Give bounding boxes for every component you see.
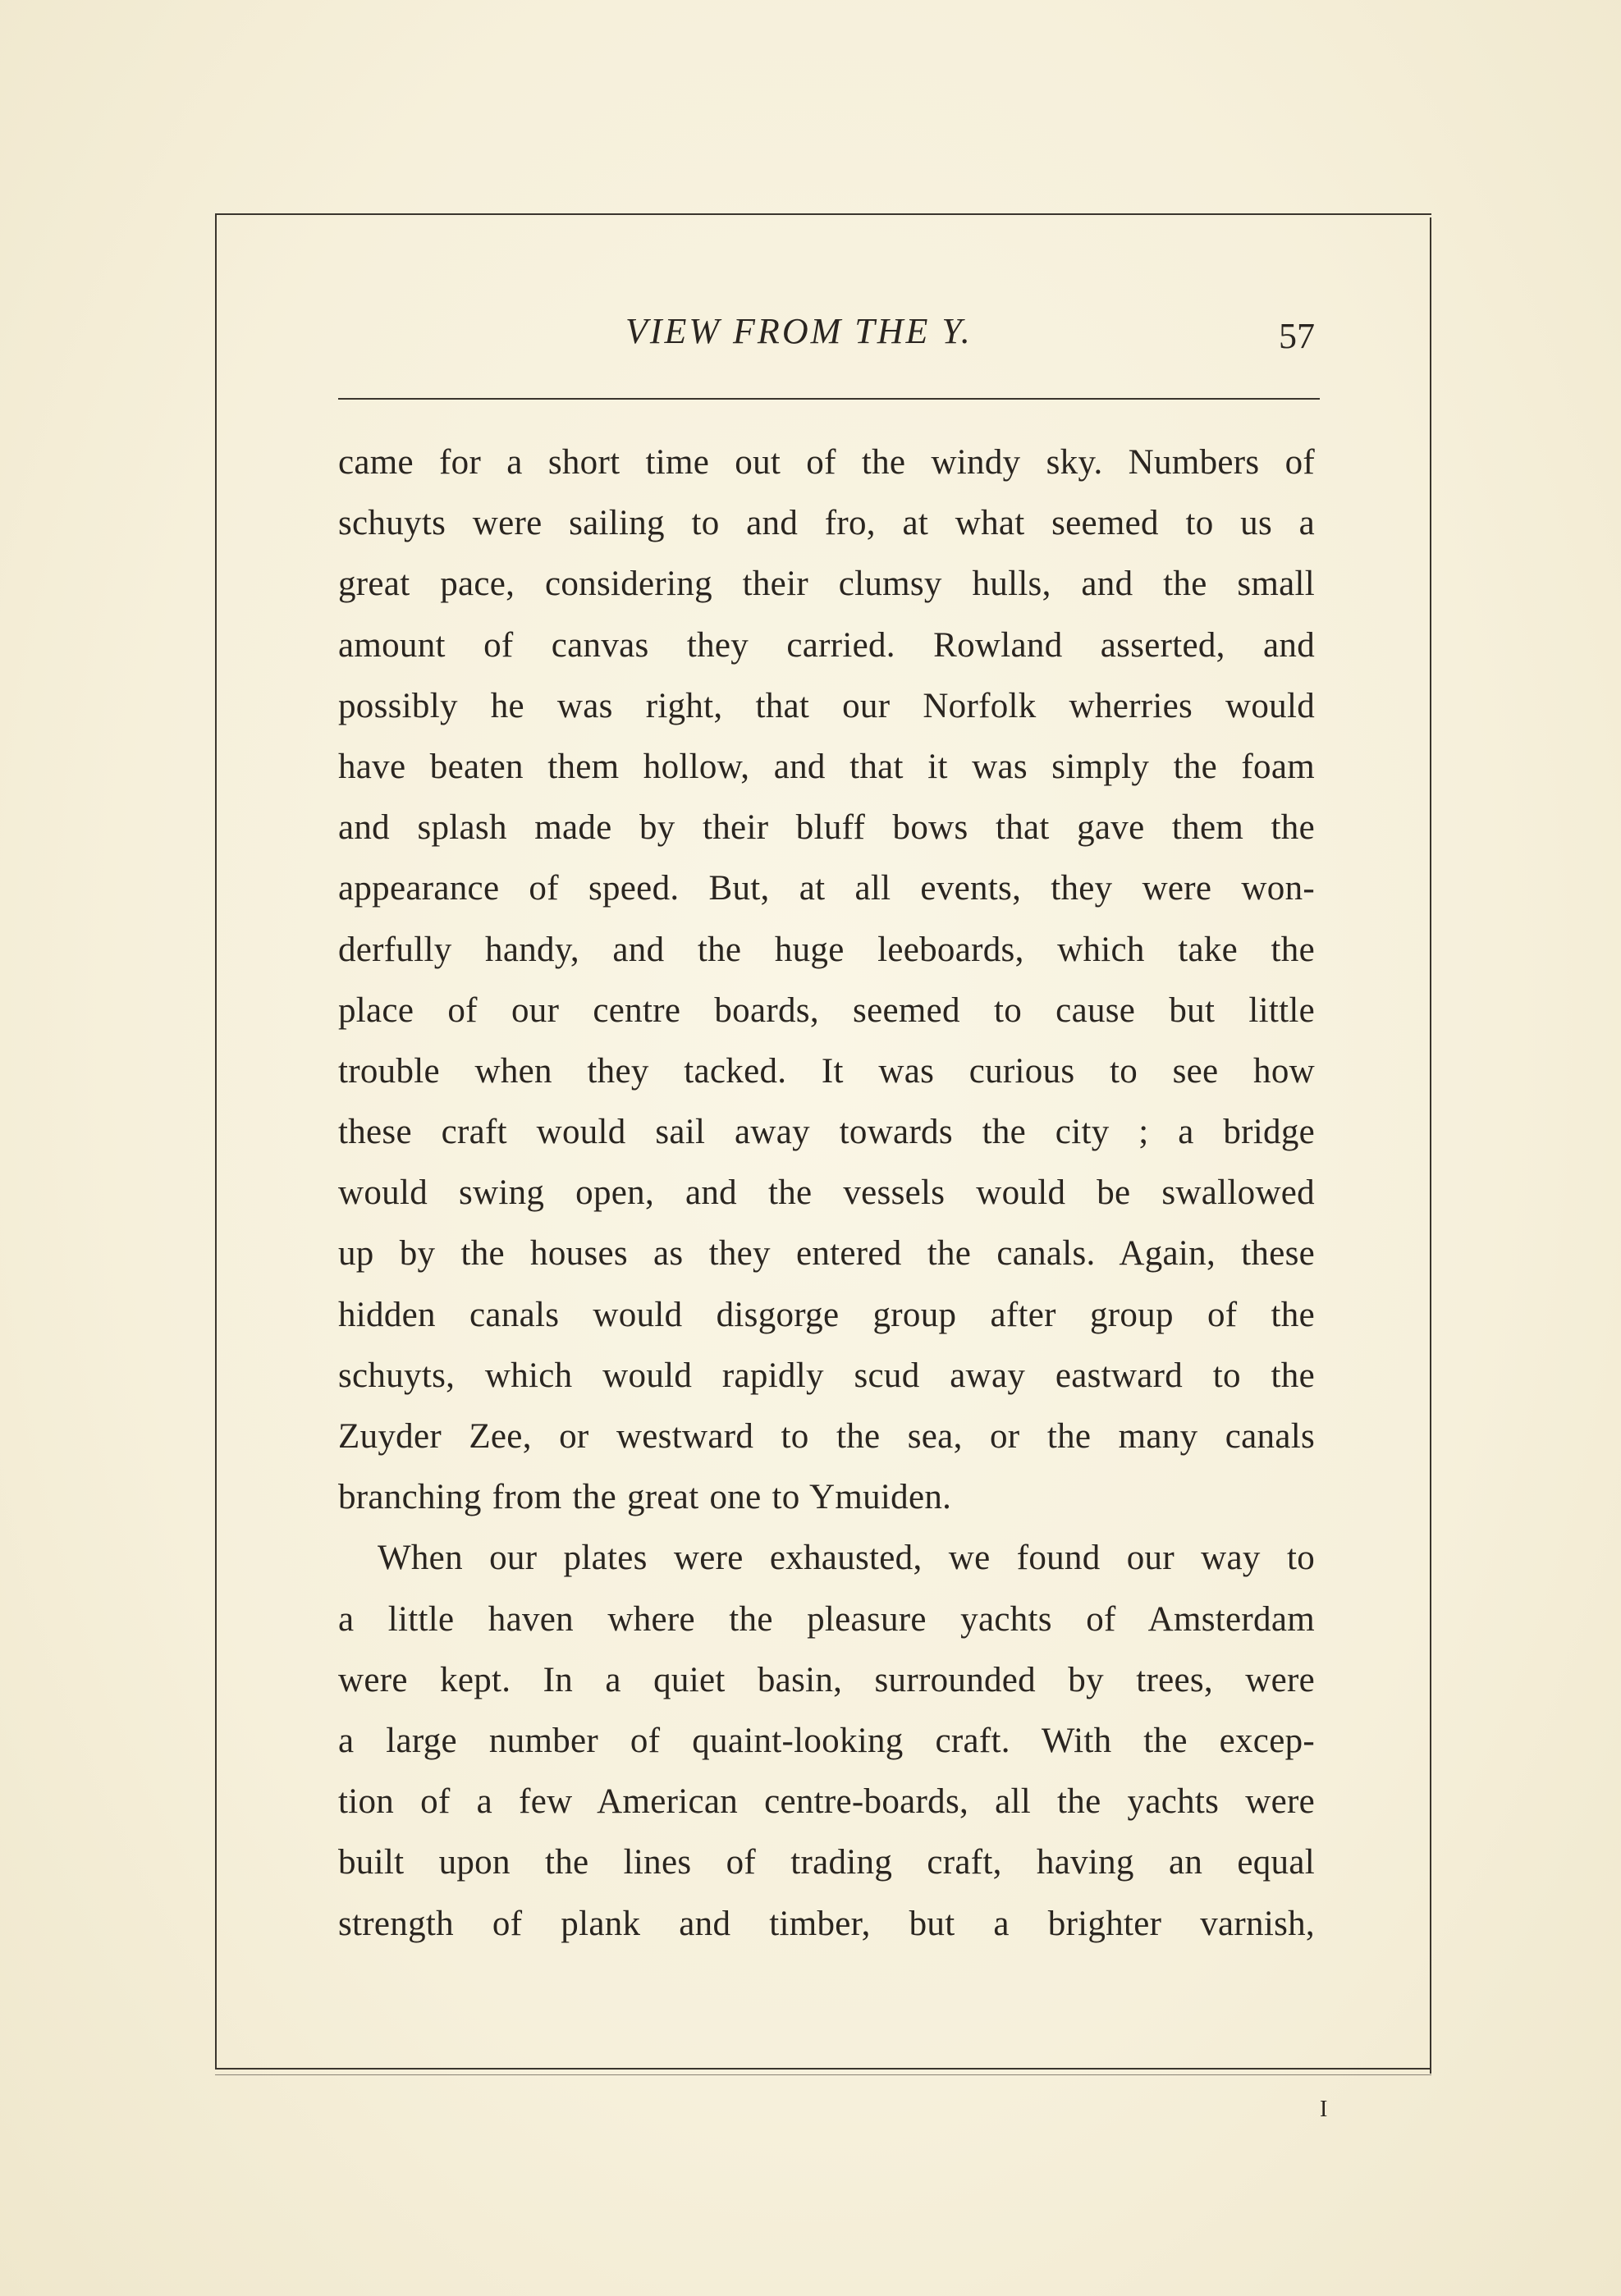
text-line: were kept. In a quiet basin, surrounded by trees, were bbox=[338, 1660, 1315, 1699]
text-line: a large number of quaint-looking craft. With the excep- bbox=[338, 1721, 1315, 1760]
signature-mark: I bbox=[1320, 2097, 1328, 2122]
frame-bottom-rule bbox=[215, 2068, 1431, 2070]
running-head-title: VIEW FROM THE Y. bbox=[625, 311, 973, 351]
text-line: these craft would sail away towards the city ; a bridge bbox=[338, 1113, 1315, 1152]
frame-right-rule bbox=[1430, 217, 1431, 2074]
text-line: built upon the lines of trading craft, having an equal bbox=[338, 1843, 1315, 1882]
text-line: a little haven where the pleasure yachts of Amsterdam bbox=[338, 1599, 1315, 1639]
text-line: schuyts were sailing to and fro, at what seemed to us a bbox=[338, 504, 1315, 543]
text-line: possibly he was right, that our Norfolk wherries would bbox=[338, 686, 1315, 725]
text-line: derfully handy, and the huge leeboards, which take the bbox=[338, 930, 1315, 969]
text-line: strength of plank and timber, but a brighter varnish, bbox=[338, 1904, 1315, 1943]
text-line: came for a short time out of the windy sky. Numbers of bbox=[338, 443, 1315, 482]
running-head bbox=[338, 310, 1315, 368]
text-line: schuyts, which would rapidly scud away eastward to the bbox=[338, 1356, 1315, 1395]
text-line: branching from the great one to Ymuiden. bbox=[338, 1478, 952, 1517]
body-text bbox=[338, 432, 1315, 1955]
text-line: place of our centre boards, seemed to cause but little bbox=[338, 990, 1315, 1030]
text-line: When our plates were exhausted, we found our way to bbox=[378, 1539, 1315, 1578]
frame-bottom-inner-rule bbox=[215, 2074, 1431, 2075]
text-line: would swing open, and the vessels would be swallowed bbox=[338, 1173, 1315, 1213]
text-line: hidden canals would disgorge group after group of the bbox=[338, 1295, 1315, 1334]
text-line: great pace, considering their clumsy hulls, and the small bbox=[338, 565, 1315, 604]
text-line: tion of a few American centre-boards, all the yachts were bbox=[338, 1782, 1315, 1822]
header-rule bbox=[338, 398, 1320, 400]
frame-left-rule bbox=[215, 213, 217, 2068]
text-line: up by the houses as they entered the canals. Again, these bbox=[338, 1234, 1315, 1274]
text-line: have beaten them hollow, and that it was simply the foam bbox=[338, 747, 1315, 786]
text-line: amount of canvas they carried. Rowland asserted, and bbox=[338, 625, 1315, 665]
text-line: trouble when they tacked. It was curious to see how bbox=[338, 1051, 1315, 1091]
text-line: and splash made by their bluff bows that gave them the bbox=[338, 808, 1315, 848]
text-line: Zuyder Zee, or westward to the sea, or the many canals bbox=[338, 1417, 1315, 1456]
page-number: 57 bbox=[1279, 316, 1315, 356]
text-line: appearance of speed. But, at all events, they were won- bbox=[338, 869, 1315, 908]
frame-top-rule bbox=[215, 213, 1431, 215]
